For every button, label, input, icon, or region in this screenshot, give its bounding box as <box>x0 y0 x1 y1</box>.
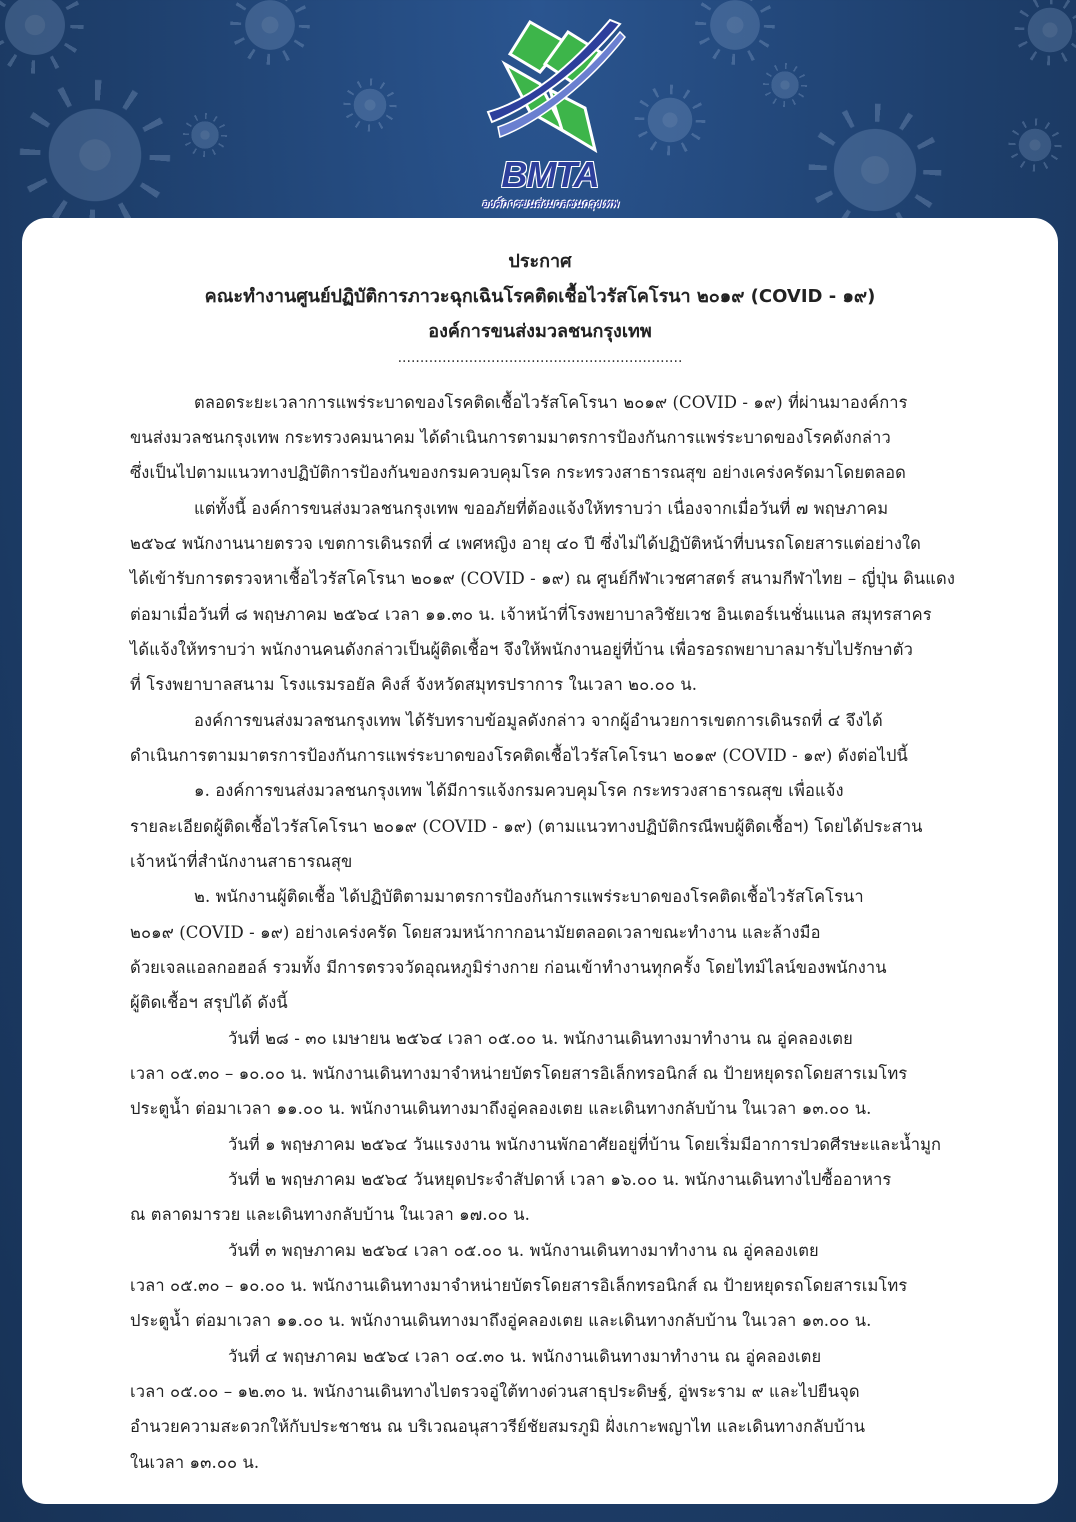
logo-wordmark: BMTA <box>501 154 599 195</box>
virus-decoration <box>0 0 90 80</box>
virus-decoration <box>760 60 810 110</box>
timeline-line: เวลา ๐๕.๐๐ – ๑๒.๓๐ น. พนักงานเดินทางไปตรวจอู่ใต้ทางด่วนสาธุประดิษฐ์, อู่พระราม ๙ และไปยืนจุด <box>130 1382 860 1401</box>
timeline-line: วันที่ ๔ พฤษภาคม ๒๕๖๔ เวลา ๐๔.๓๐ น. พนักงานเดินทางมาทำงาน ณ อู่คลองเตย <box>228 1347 822 1366</box>
timeline-line: ประตูน้ำ ต่อมาเวลา ๑๑.๐๐ น. พนักงานเดินทางมาถึงอู่คลองเตย และเดินทางกลับบ้าน ในเวลา ๑๓.๐๐ น. <box>130 1311 872 1330</box>
body-line: ผู้ติดเชื้อฯ สรุปได้ ดังนี้ <box>130 993 288 1012</box>
virus-decoration <box>1010 0 1076 70</box>
virus-decoration <box>630 80 710 160</box>
body-line: ตลอดระยะเวลาการแพร่ระบาดของโรคติดเชื้อไวรัสโคโรนา ๒๐๑๙ (COVID - ๑๙) ที่ผ่านมาองค์การ <box>194 393 908 412</box>
bmta-logo <box>470 12 630 210</box>
timeline-line: วันที่ ๑ พฤษภาคม ๒๕๖๔ วันแรงงาน พนักงานพักอาศัยอยู่ที่บ้าน โดยเริ่มมีอาการปวดศีรษะและน้ำมูก <box>228 1135 942 1154</box>
bmta-emblem-icon <box>470 12 630 162</box>
body-line: ๒๕๖๔ พนักงานนายตรวจ เขตการเดินรถที่ ๔ เพศหญิง อายุ ๔๐ ปี ซึ่งไม่ได้ปฏิบัติหน้าที่บนรถโดยสารแต่อย่างใด <box>130 534 921 553</box>
timeline-line: วันที่ ๒ พฤษภาคม ๒๕๖๔ วันหยุดประจำสัปดาห์ เวลา ๑๖.๐๐ น. พนักงานเดินทางไปซื้ออาหาร <box>228 1170 892 1189</box>
timeline-line: อำนวยความสะดวกให้กับประชาชน ณ บริเวณอนุสาวรีย์ชัยสมรภูมิ ฝั่งเกาะพญาไท และเดินทางกลับบ้าน <box>130 1417 866 1436</box>
body-line: ขนส่งมวลชนกรุงเทพ กระทรวงคมนาคม ได้ดำเนินการตามมาตรการป้องกันการแพร่ระบาดของโรคดังกล่าว <box>130 428 891 447</box>
body-line: ด้วยเจลแอลกอฮอล์ รวมทั้ง มีการตรวจวัดอุณหภูมิร่างกาย ก่อนเข้าทำงานทุกครั้ง โดยไทม์ไลน์ของพนักงาน <box>130 958 887 977</box>
virus-decoration <box>1005 115 1065 175</box>
virus-decoration <box>225 0 315 70</box>
body-line: ๒๐๑๙ (COVID - ๑๙) อย่างเคร่งครัด โดยสวมหน้ากากอนามัยตลอดเวลาขณะทำงาน และล้างมือ <box>130 923 821 942</box>
announcement-title: ประกาศ <box>508 251 572 272</box>
timeline-line: ณ ตลาดมารวย และเดินทางกลับบ้าน ในเวลา ๑๗.๐๐ น. <box>130 1205 531 1224</box>
separator-line: ................................................................ <box>397 350 683 366</box>
body-line: ที่ โรงพยาบาลสนาม โรงแรมรอยัล คิงส์ จังหวัดสมุทรปราการ ในเวลา ๒๐.๐๐ น. <box>130 675 698 694</box>
timeline-line: วันที่ ๓ พฤษภาคม ๒๕๖๔ เวลา ๐๕.๐๐ น. พนักงานเดินทางมาทำงาน ณ อู่คลองเตย <box>228 1241 819 1260</box>
organization-title: องค์การขนส่งมวลชนกรุงเทพ <box>428 321 652 342</box>
announcement-card <box>22 218 1058 1504</box>
body-line: เจ้าหน้าที่สำนักงานสาธารณสุข <box>130 852 353 871</box>
timeline-line: ในเวลา ๑๓.๐๐ น. <box>130 1453 260 1472</box>
body-line: รายละเอียดผู้ติดเชื้อไวรัสโคโรนา ๒๐๑๙ (COVID - ๑๙) (ตามแนวทางปฏิบัติกรณีพบผู้ติดเชื้อฯ) โดยได้ประสาน <box>130 817 923 836</box>
virus-decoration <box>340 75 400 135</box>
body-line: ๑. องค์การขนส่งมวลชนกรุงเทพ ได้มีการแจ้งกรมควบคุมโรค กระทรวงสาธารณสุข เพื่อแจ้ง <box>194 781 844 800</box>
virus-decoration <box>690 0 780 70</box>
body-line: องค์การขนส่งมวลชนกรุงเทพ ได้รับทราบข้อมูลดังกล่าว จากผู้อำนวยการเขตการเดินรถที่ ๔ จึงได้ <box>194 711 883 730</box>
timeline-line: วันที่ ๒๘ - ๓๐ เมษายน ๒๕๖๔ เวลา ๐๕.๐๐ น. พนักงานเดินทางมาทำงาน ณ อู่คลองเตย <box>228 1029 853 1048</box>
body-line: ได้เข้ารับการตรวจหาเชื้อไวรัสโคโรนา ๒๐๑๙ (COVID - ๑๙) ณ ศูนย์กีฬาเวชศาสตร์ สนามกีฬาไทย – ญี่ปุ่น ดินแดง <box>130 569 955 588</box>
virus-decoration <box>10 70 180 240</box>
body-line: ต่อมาเมื่อวันที่ ๘ พฤษภาคม ๒๕๖๔ เวลา ๑๑.๓๐ น. เจ้าหน้าที่โรงพยาบาลวิชัยเวช อินเตอร์เนชั่นแนล สมุทรสาคร <box>130 605 932 624</box>
committee-title: คณะทำงานศูนย์ปฏิบัติการภาวะฉุกเฉินโรคติดเชื้อไวรัสโคโรนา ๒๐๑๙ (COVID - ๑๙) <box>204 286 876 307</box>
body-line: ซึ่งเป็นไปตามแนวทางปฏิบัติการป้องกันของกรมควบคุมโรค กระทรวงสาธารณสุข อย่างเคร่งครัดมาโดยตลอด <box>130 463 906 482</box>
timeline-line: เวลา ๐๕.๓๐ – ๑๐.๐๐ น. พนักงานเดินทางมาจำหน่ายบัตรโดยสารอิเล็กทรอนิกส์ ณ ป้ายหยุดรถโดยสารเมโทร <box>130 1276 908 1295</box>
timeline-line: ประตูน้ำ ต่อมาเวลา ๑๑.๐๐ น. พนักงานเดินทางมาถึงอู่คลองเตย และเดินทางกลับบ้าน ในเวลา ๑๓.๐๐ น. <box>130 1099 872 1118</box>
timeline-line: เวลา ๐๕.๓๐ – ๑๐.๐๐ น. พนักงานเดินทางมาจำหน่ายบัตรโดยสารอิเล็กทรอนิกส์ ณ ป้ายหยุดรถโดยสารเมโทร <box>130 1064 908 1083</box>
body-line: ดำเนินการตามมาตรการป้องกันการแพร่ระบาดของโรคติดเชื้อไวรัสโคโรนา ๒๐๑๙ (COVID - ๑๙) ดังต่อไปนี้ <box>130 746 908 765</box>
body-line: แต่ทั้งนี้ องค์การขนส่งมวลชนกรุงเทพ ขออภัยที่ต้องแจ้งให้ทราบว่า เนื่องจากเมื่อวันที่ ๗ พฤษภาคม <box>194 499 889 518</box>
body-line: ๒. พนักงานผู้ติดเชื้อ ได้ปฏิบัติตามมาตรการป้องกันการแพร่ระบาดของโรคติดเชื้อไวรัสโคโรนา <box>194 887 864 906</box>
virus-decoration <box>180 110 230 160</box>
logo-subtitle: องค์การขนส่งมวลชนกรุงเทพ <box>481 197 619 210</box>
body-line: ได้แจ้งให้ทราบว่า พนักงานคนดังกล่าวเป็นผู้ติดเชื้อฯ จึงให้พนักงานอยู่ที่บ้าน เพื่อรอรถพยาบาลมารับไปรักษาตัว <box>130 640 913 659</box>
